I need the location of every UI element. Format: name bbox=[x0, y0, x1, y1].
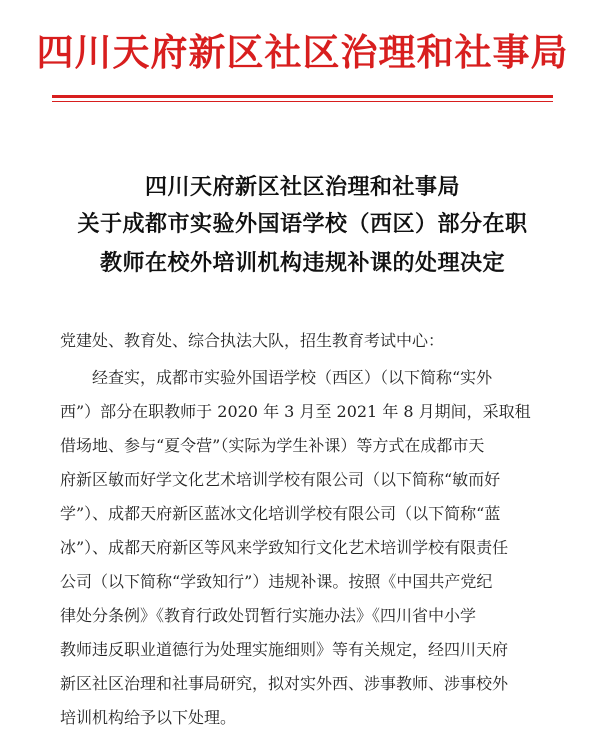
paragraph-line: 学”）、成都天府新区蓝冰文化培训学校有限公司（以下简称“蓝 bbox=[60, 504, 501, 523]
header-red-rule-thin bbox=[52, 101, 553, 102]
paragraph-line: 新区社区治理和社事局研究，拟对实外西、涉事教师、涉事校外 bbox=[60, 674, 509, 693]
paragraph-line: 经查实，成都市实验外国语学校（西区）（以下简称“实外 bbox=[60, 368, 493, 387]
recipients-line: 党建处、教育处、综合执法大队，招生教育考试中心： bbox=[60, 331, 445, 350]
paragraph-line: 律处分条例》《教育行政处罚暂行实施办法》《四川省中小学 bbox=[60, 606, 477, 625]
header-red-rule-thick bbox=[52, 95, 553, 98]
document-title-line-2: 关于成都市实验外国语学校（西区）部分在职 bbox=[77, 212, 528, 237]
paragraph-line: 借场地、参与“夏令营”（实际为学生补课）等方式在成都市天 bbox=[60, 436, 485, 455]
document-title-line-1: 四川天府新区社区治理和社事局 bbox=[144, 175, 460, 200]
paragraph-line: 府新区敏而好学文化艺术培训学校有限公司（以下简称“敏而好 bbox=[60, 470, 501, 489]
issuer-header: 四川天府新区社区治理和社事局 bbox=[36, 31, 569, 74]
paragraph-line: 公司（以下简称“学致知行”）违规补课。按照《中国共产党纪 bbox=[60, 572, 493, 591]
paragraph-line: 教师违反职业道德行为处理实施细则》等有关规定，经四川天府 bbox=[60, 640, 509, 659]
paragraph-line: 培训机构给予以下处理。 bbox=[60, 708, 237, 727]
paragraph-line: 冰”）、成都天府新区等风来学致知行文化艺术培训学校有限责任 bbox=[60, 538, 509, 557]
paragraph-line: 西”）部分在职教师于 2020 年 3 月至 2021 年 8 月期间，采取租 bbox=[60, 402, 531, 421]
document-title-line-3: 教师在校外培训机构违规补课的处理决定 bbox=[99, 251, 505, 276]
